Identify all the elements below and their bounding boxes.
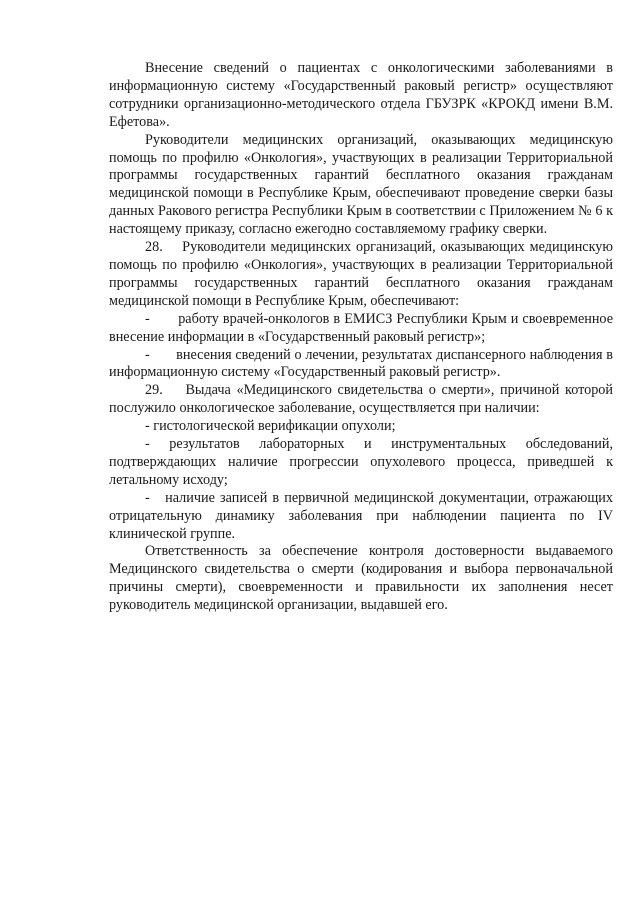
list-item-histology: - гистологической верификации опухоли;: [145, 418, 396, 435]
list-item-oncologist-work: - работу врачей-онкологов в ЕМИСЗ Республики Крым и своевременное внесение информации в «Государственный раковый регистр»;: [109, 310, 613, 345]
paragraph-item-28: 28. Руководители медицинских организаций, оказывающих медицинскую помощь по профилю «Онкология», участвующих в реализации Территориальной программы государственных гарантий бесплатного оказания гражданам медицинской помощи в Республике Крым, обеспечивают:: [109, 239, 613, 309]
paragraph-responsibility: Ответственность за обеспечение контроля достоверности выдаваемого Медицинского свидетельства о смерти (кодирования и выбора первоначальной причины смерти), своевременности и правильности их заполнения несет руководитель медицинской организации, выдавшей его.: [109, 543, 613, 614]
document-body: [109, 60, 613, 615]
list-item-lab-results: - результатов лабораторных и инструментальных обследований, подтверждающих наличие прогрессии опухолевого процесса, приведшей к летальному исходу;: [109, 436, 613, 488]
paragraph-item-29: 29. Выдача «Медицинского свидетельства о смерти», причиной которой послужило онкологическое заболевание, осуществляется при наличии:: [109, 382, 613, 417]
list-item-treatment-info: - внесения сведений о лечении, результатах диспансерного наблюдения в информационную систему «Государственный раковый регистр».: [109, 346, 613, 381]
list-item-medical-records: - наличие записей в первичной медицинской документации, отражающих отрицательную динамику заболевания при наблюдении пациента по IV клинической группе.: [109, 489, 613, 542]
paragraph-registry-reconciliation: Руководители медицинских организаций, оказывающих медицинскую помощь по профилю «Онкология», участвующих в реализации Территориальной программы государственных гарантий бесплатного оказания гражданам медицинской помощи в Республике Крым, обеспечивают проведение сверки базы данных Ракового регистра Республики Крым в соответствии с Приложением № 6 к настоящему приказу, согласно ежегодно составляемому графику сверки.: [109, 131, 613, 238]
paragraph-cancer-registry-entry: Внесение сведений о пациентах с онкологическими заболеваниями в информационную систему «Государственный раковый регистр» осуществляют сотрудники организационно-методического отдела ГБУЗРК «КРОКД имени В.М. Ефетова».: [109, 60, 613, 130]
